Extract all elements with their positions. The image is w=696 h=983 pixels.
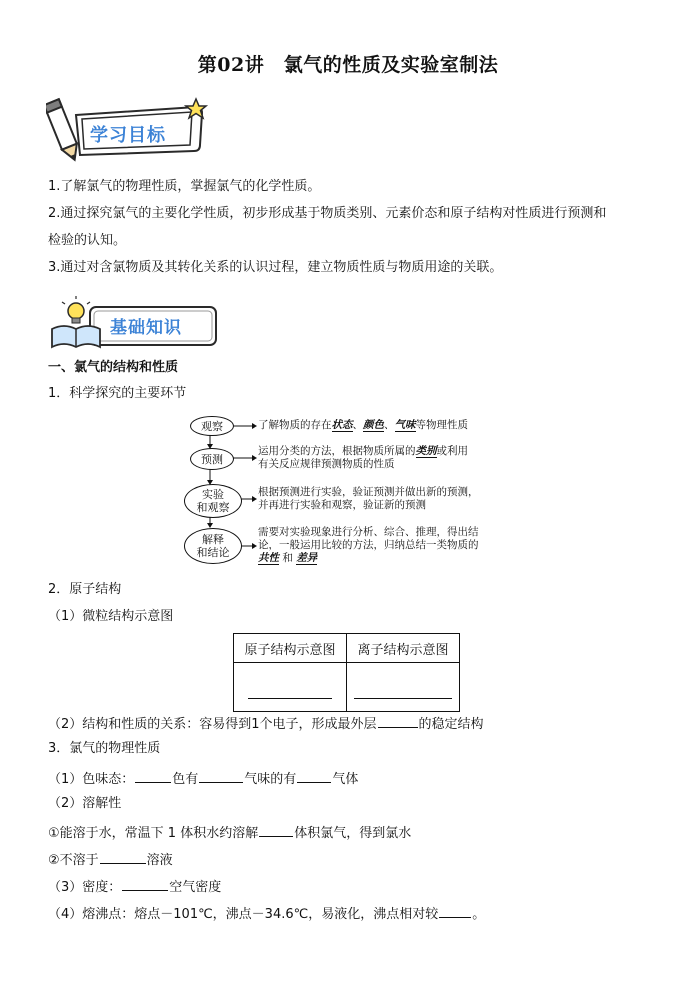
node-explain-line1: 解释 (202, 533, 224, 546)
learning-goals-banner (46, 93, 211, 169)
structure-property-line: （2）结构和性质的关系：容易得到1个电子，形成最外层 的稳定结构 (48, 713, 484, 734)
table-cell-blank (234, 663, 347, 712)
color-odor-state-line: （1）色味态： 色有 气味的有 气体 (48, 768, 358, 789)
page-title: 第02讲 氯气的性质及实验室制法 (197, 54, 499, 76)
goal-item: 检验的认知。 (48, 233, 127, 248)
learning-goals-label: 学习目标 (90, 125, 166, 146)
density-line: （3）密度： 空气密度 (48, 876, 221, 897)
node-experiment-line1: 实验 (202, 488, 224, 501)
solubility-heading: （2）溶解性 (48, 796, 122, 811)
node-experiment (184, 484, 242, 518)
subsection-heading: 2．原子结构 (48, 582, 122, 597)
subsection-heading: （1）微粒结构示意图 (48, 609, 174, 624)
explain-description: 需要对实验现象进行分析、综合、推理，得出结 论，一般运用比较的方法，归纳总结一类物质的 共性 和 差异 (258, 526, 479, 564)
table-header: 离子结构示意图 (347, 634, 460, 663)
predict-description: 运用分类的方法，根据物质所属的类别或利用 有关反应规律预测物质的性质 (258, 445, 468, 470)
solubility-line-1: ①能溶于水，常温下 1 体积水约溶解 体积氯气，得到氯水 (48, 822, 411, 843)
subsection-heading: 1．科学探究的主要环节 (48, 386, 187, 401)
basic-knowledge-banner (46, 295, 221, 359)
node-predict: 预测 (190, 448, 234, 470)
solubility-line-2: ②不溶于 溶液 (48, 849, 173, 870)
inquiry-flow-diagram (188, 412, 518, 572)
node-explain (184, 528, 242, 564)
node-observe: 观察 (190, 416, 234, 436)
node-experiment-line2: 和观察 (196, 501, 230, 514)
section-heading: 一、氯气的结构和性质 (48, 360, 179, 375)
melting-boiling-line: （4）熔沸点：熔点－101℃，沸点－34.6℃，易液化，沸点相对较 。 (48, 903, 485, 924)
observe-description: 了解物质的存在状态、颜色、气味等物理性质 (258, 419, 468, 431)
goal-item: 2.通过探究氯气的主要化学性质，初步形成基于物质类别、元素价态和原子结构对性质进行预测和 (48, 206, 607, 221)
node-explain-line2: 和结论 (196, 546, 230, 559)
goal-item: 1.了解氯气的物理性质，掌握氯气的化学性质。 (48, 179, 321, 194)
experiment-description: 根据预测进行实验，验证预测并做出新的预测， 并再进行实验和观察，验证新的预测 (258, 486, 479, 511)
subsection-heading: 3．氯气的物理性质 (48, 741, 161, 756)
table-cell-blank (347, 663, 460, 712)
basic-knowledge-label: 基础知识 (110, 318, 182, 338)
structure-table (233, 633, 460, 712)
table-header: 原子结构示意图 (234, 634, 347, 663)
goal-item: 3.通过对含氯物质及其转化关系的认识过程，建立物质性质与物质用途的关联。 (48, 260, 503, 275)
